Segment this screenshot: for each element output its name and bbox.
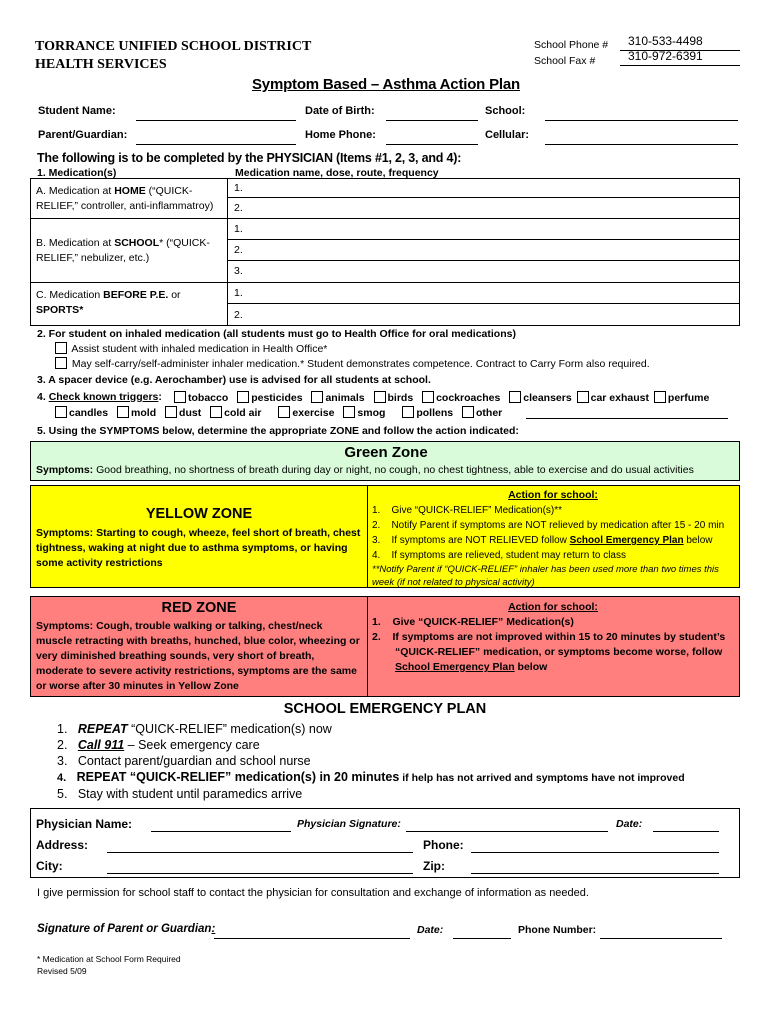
checkbox[interactable]: [55, 357, 67, 369]
address-field[interactable]: [107, 852, 413, 853]
student-name-field[interactable]: [136, 120, 296, 121]
pe-med-line-2[interactable]: 2.: [234, 309, 243, 321]
phone-label: School Phone #: [534, 39, 609, 51]
medication-col-label: 1. Medication(s): [37, 167, 117, 179]
school-med-line-3[interactable]: 3.: [234, 265, 243, 277]
item-2-text: 2. For student on inhaled medication (all students must go to Health Office for oral medications): [37, 328, 516, 340]
medication-row-school: B. Medication at SCHOOL* (“QUICK-RELIEF,” nebulizer, etc.): [36, 237, 210, 264]
home-med-line-2[interactable]: 2.: [234, 202, 243, 214]
physician-name-field[interactable]: [151, 831, 291, 832]
red-zone-symptoms: Symptoms: Cough, trouble walking or talking, chest/neck muscle retracting with breaths, hunched, blue color, wheezing or very diminished breathing sounds, very short of breath, moderate to severe activity restrictions, symptoms are the same or worse after 30 minutes in Yellow Zone: [36, 620, 360, 692]
physician-signature-label: Physician Signature:: [297, 818, 401, 830]
item-2-option-1[interactable]: Assist student with inhaled medication in Health Office*: [55, 342, 327, 355]
district-name: TORRANCE UNIFIED SCHOOL DISTRICT: [35, 39, 312, 54]
yellow-action-1: 1. Give “QUICK-RELIEF” Medication(s)**: [372, 505, 563, 516]
red-action-1: 1. Give “QUICK-RELIEF” Medication(s): [372, 616, 574, 628]
item-5-text: 5. Using the SYMPTOMS below, determine the appropriate ZONE and follow the action indicated:: [37, 425, 519, 437]
department-name: HEALTH SERVICES: [35, 57, 167, 72]
emergency-step-1: 1. REPEAT “QUICK-RELIEF” medication(s) now: [57, 722, 332, 736]
trigger-cold-air[interactable]: cold air: [210, 407, 261, 419]
red-zone-title: RED ZONE: [161, 600, 237, 616]
guardian-label: Parent/Guardian:: [38, 129, 128, 141]
footer-note: * Medication at School Form Required: [37, 954, 181, 964]
trigger-birds[interactable]: birds: [374, 392, 414, 404]
school-med-line-2[interactable]: 2.: [228, 240, 740, 261]
green-zone-symptoms: Symptoms: Good breathing, no shortness of breath during day or night, no cough, no chest tightness, able to exercise and do usual activities: [36, 464, 694, 476]
trigger-candles[interactable]: candles: [55, 407, 108, 419]
yellow-zone-symptoms: Symptoms: Starting to cough, wheeze, feel short of breath, chest tightness, waking at night due to asthma symptoms, or having some activity restrictions: [36, 527, 361, 569]
physician-signature-field[interactable]: [406, 831, 608, 832]
trigger-animals[interactable]: animals: [311, 392, 364, 404]
yellow-zone-title: YELLOW ZONE: [145, 506, 253, 522]
parent-signature-field[interactable]: [214, 938, 410, 939]
trigger-other[interactable]: other: [462, 407, 502, 419]
physician-phone-label: Phone:: [423, 838, 464, 852]
triggers-row-1: [174, 391, 709, 404]
emergency-step-2: 2. Call 911 – Seek emergency care: [57, 738, 260, 752]
home-phone-label: Home Phone:: [305, 129, 376, 141]
emergency-step-5: 5. Stay with student until paramedics arrive: [57, 787, 303, 801]
red-zone: [30, 596, 740, 697]
student-name-label: Student Name:: [38, 105, 116, 117]
physician-info-box: [30, 808, 740, 878]
trigger-cleansers[interactable]: cleansers: [509, 392, 571, 404]
trigger-perfume[interactable]: perfume: [654, 392, 709, 404]
fax-value: 310-972-6391: [628, 49, 703, 63]
home-phone-field[interactable]: [386, 144, 478, 145]
trigger-other-field[interactable]: [526, 418, 728, 419]
school-field[interactable]: [545, 120, 738, 121]
trigger-pollens[interactable]: pollens: [402, 407, 453, 419]
trigger-exercise[interactable]: exercise: [278, 407, 334, 419]
physician-date-field[interactable]: [653, 831, 719, 832]
permission-text: I give permission for school staff to contact the physician for consultation and exchange of information as needed.: [37, 887, 589, 899]
form-title: Symptom Based – Asthma Action Plan: [252, 76, 520, 93]
parent-date-field[interactable]: [453, 938, 511, 939]
parent-date-label: Date:: [417, 924, 444, 936]
phone-value: 310-533-4498: [628, 34, 703, 48]
physician-phone-field[interactable]: [471, 852, 719, 853]
medication-row-home: A. Medication at HOME (“QUICK-RELIEF,” controller, anti-inflammatroy): [36, 185, 214, 212]
trigger-mold[interactable]: mold: [117, 407, 156, 419]
checkbox[interactable]: [55, 342, 67, 354]
zip-field[interactable]: [471, 873, 719, 874]
item-2-option-2[interactable]: May self-carry/self-administer inhaler medication.* Student demonstrates competence. Contract to Carry Form also required.: [55, 357, 650, 370]
home-med-line-1[interactable]: 1.: [228, 178, 740, 198]
emergency-step-3: 3. Contact parent/guardian and school nurse: [57, 754, 311, 768]
item-4-label: 4. Check known triggers:: [37, 391, 162, 403]
address-label: Address:: [36, 838, 89, 852]
medication-details-col-label: Medication name, dose, route, frequency: [235, 167, 439, 179]
parent-phone-field[interactable]: [600, 938, 722, 939]
green-zone: [30, 441, 740, 481]
dob-label: Date of Birth:: [305, 105, 375, 117]
yellow-action-2: 2. Notify Parent if symptoms are NOT relieved by medication after 15 - 20 min: [372, 520, 725, 531]
emergency-step-4: 4. REPEAT “QUICK-RELIEF” medication(s) in 20 minutes if help has not arrived and symptoms have not improved: [57, 770, 685, 784]
green-zone-title: Green Zone: [344, 444, 428, 461]
yellow-zone: [30, 485, 740, 588]
cellular-field[interactable]: [545, 144, 738, 145]
fax-label: School Fax #: [534, 55, 596, 67]
yellow-action-4: 4. If symptoms are relieved, student may return to class: [372, 550, 626, 561]
yellow-action-list: [372, 503, 738, 589]
trigger-tobacco[interactable]: tobacco: [174, 392, 228, 404]
red-action-title: Action for school:: [508, 601, 598, 613]
emergency-steps: [57, 721, 685, 802]
item-3-text: 3. A spacer device (e.g. Aerochamber) use is advised for all students at school.: [37, 374, 431, 386]
parent-phone-label: Phone Number:: [518, 924, 597, 936]
trigger-car-exhaust[interactable]: car exhaust: [577, 392, 649, 404]
footer-revised: Revised 5/09: [37, 966, 87, 976]
city-label: City:: [36, 859, 63, 873]
physician-name-label: Physician Name:: [36, 817, 133, 831]
trigger-smog[interactable]: smog: [343, 407, 385, 419]
city-field[interactable]: [107, 873, 413, 874]
yellow-action-title: Action for school:: [508, 489, 598, 501]
trigger-cockroaches[interactable]: cockroaches: [422, 392, 500, 404]
red-action-list: [372, 615, 732, 675]
triggers-row-2: [55, 406, 502, 419]
yellow-action-note: **Notify Parent if “QUICK-RELIEF” inhaler has been used more than two times this week (if not related to physical activity): [372, 564, 719, 588]
red-action-2: 2. If symptoms are not improved within 15 to 20 minutes by student’s “QUICK-RELIEF” medication, or symptoms become worse, follow School Emergency Plan below: [372, 631, 726, 673]
physician-heading: The following is to be completed by the PHYSICIAN (Items #1, 2, 3, and 4):: [37, 151, 462, 165]
trigger-dust[interactable]: dust: [165, 407, 201, 419]
school-med-line-1[interactable]: 1.: [228, 219, 740, 240]
physician-date-label: Date:: [616, 818, 643, 830]
dob-field[interactable]: [386, 120, 478, 121]
pe-med-line-1[interactable]: 1.: [228, 283, 740, 304]
medication-row-pe: C. Medication BEFORE P.E. or SPORTS*: [36, 289, 181, 316]
trigger-pesticides[interactable]: pesticides: [237, 392, 302, 404]
guardian-field[interactable]: [136, 144, 296, 145]
parent-signature-label: Signature of Parent or Guardian:: [37, 923, 216, 935]
emergency-plan-title: SCHOOL EMERGENCY PLAN: [283, 701, 487, 717]
yellow-action-3: 3. If symptoms are NOT RELIEVED follow School Emergency Plan below: [372, 535, 713, 546]
zip-label: Zip:: [423, 859, 445, 873]
cellular-label: Cellular:: [485, 129, 530, 141]
school-label: School:: [485, 105, 526, 117]
